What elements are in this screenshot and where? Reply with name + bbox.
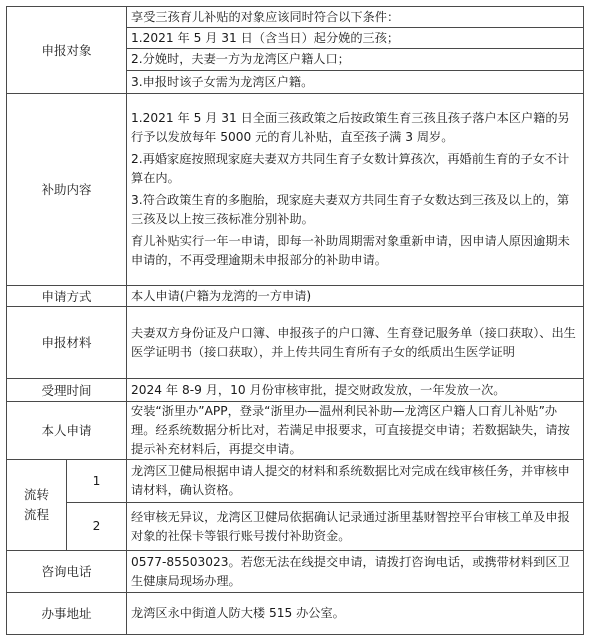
materials-value: 夫妻双方身份证及户口簿、申报孩子的户口簿、生育登记服务单（接口获取）、出生医学证明书（接口获取），并上传共同生育所有子女的纸质出生医学证明 bbox=[127, 307, 584, 379]
phone-value: 0577-85503023。若您无法在线提交申请，请拨打咨询电话，或携带材料到区卫生健康局现场办理。 bbox=[127, 551, 584, 593]
self-apply-row bbox=[7, 402, 584, 460]
method-value: 本人申请(户籍为龙湾的一方申请) bbox=[127, 286, 584, 307]
subsidy-item-1: 1.2021 年 5 月 31 日全面三孩政策之后按政策生育三孩且孩子落户本区户籍的另行予以发放每年 5000 元的育儿补贴，直至孩子满 3 周岁。 bbox=[131, 111, 570, 144]
subsidy-row bbox=[7, 94, 584, 286]
applicant-line-4: 3.申报时该子女需为龙湾区户籍。 bbox=[127, 71, 584, 94]
address-value: 龙湾区永中街道人防大楼 515 办公室。 bbox=[127, 593, 584, 635]
subsidy-item-3: 3.符合政策生育的多胞胎，现家庭夫妻双方共同生育子女数达到三孩及以上的，第三孩及以上按三孩标准分别补助。 bbox=[131, 193, 570, 226]
applicant-row-line1 bbox=[7, 7, 584, 28]
flow-step-2-row bbox=[7, 503, 584, 551]
applicant-line-2: 1.2021 年 5 月 31 日（含当日）起分娩的三孩； bbox=[127, 28, 584, 49]
self-apply-value: 安装“浙里办”APP，登录“浙里办—温州利民补助—龙湾区户籍人口育儿补贴”办理。经系统数据分析比对，若满足申报要求，可直接提交申请；若数据缺失，请按提示补充材料后，再提交申请。 bbox=[127, 402, 584, 460]
applicant-label: 申报对象 bbox=[7, 7, 127, 94]
subsidy-label: 补助内容 bbox=[7, 94, 127, 286]
flow-step-1-number: 1 bbox=[67, 460, 127, 503]
phone-label: 咨询电话 bbox=[7, 551, 127, 593]
acceptance-value: 2024 年 8-9 月，10 月份审核审批，提交财政发放，一年发放一次。 bbox=[127, 379, 584, 402]
acceptance-label: 受理时间 bbox=[7, 379, 127, 402]
address-label: 办事地址 bbox=[7, 593, 127, 635]
flow-step-2-number: 2 bbox=[67, 503, 127, 551]
phone-row bbox=[7, 551, 584, 593]
method-label: 申请方式 bbox=[7, 286, 127, 307]
subsidy-item-2: 2.再婚家庭按照现家庭夫妻双方共同生育子女数计算孩次，再婚前生育的子女不计算在内。 bbox=[131, 152, 570, 185]
subsidy-content bbox=[127, 94, 584, 286]
acceptance-row bbox=[7, 379, 584, 402]
address-row bbox=[7, 593, 584, 635]
materials-label: 申报材料 bbox=[7, 307, 127, 379]
flow-label bbox=[7, 460, 67, 551]
applicant-line-3: 2.分娩时，夫妻一方为龙湾区户籍人口； bbox=[127, 49, 584, 71]
flow-step-1-text: 龙湾区卫健局根据申请人提交的材料和系统数据比对完成在线审核任务，并审核申请材料，确认资格。 bbox=[127, 460, 584, 503]
method-row bbox=[7, 286, 584, 307]
materials-row bbox=[7, 307, 584, 379]
flow-label-line2: 流程 bbox=[23, 507, 49, 522]
flow-label-line1: 流转 bbox=[23, 487, 49, 502]
self-apply-label: 本人申请 bbox=[7, 402, 127, 460]
applicant-line-1: 享受三孩育儿补贴的对象应该同时符合以下条件： bbox=[127, 7, 584, 28]
policy-table bbox=[6, 6, 584, 635]
flow-step-1-row bbox=[7, 460, 584, 503]
subsidy-note: 育儿补贴实行一年一申请，即每一补助周期需对象重新申请，因申请人原因逾期未申请的，不再受理逾期未申报部分的补助申请。 bbox=[131, 234, 570, 267]
flow-step-2-text: 经审核无异议，龙湾区卫健局依据确认记录通过浙里基财智控平台审核工单及申报对象的社保卡等银行账号拨付补助资金。 bbox=[127, 503, 584, 551]
